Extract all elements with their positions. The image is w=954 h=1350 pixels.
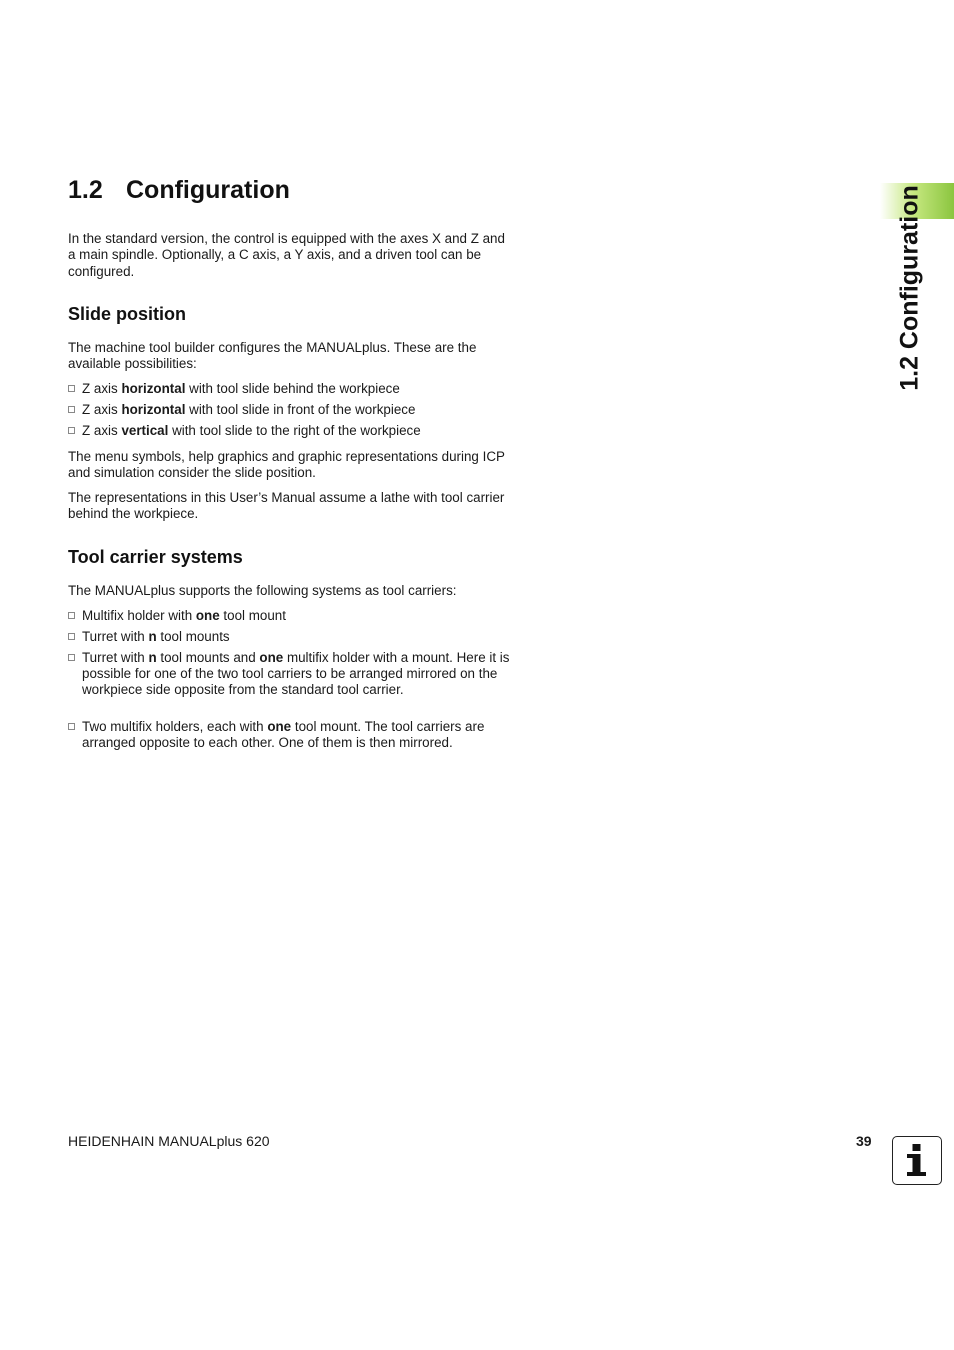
list-item: Z axis vertical with tool slide to the right of the workpiece (68, 423, 514, 439)
bullet-square-icon (68, 633, 75, 640)
section-title: Configuration (126, 176, 290, 204)
slide-position-paragraph-2: The representations in this User’s Manual assume a lathe with tool carrier behind the workpiece. (68, 490, 505, 522)
slide-position-paragraph-1: The menu symbols, help graphics and graphic representations during ICP and simulation consider the slide position. (68, 449, 505, 481)
slide-position-intro: The machine tool builder configures the MANUALplus. These are the available possibilities: (68, 340, 477, 372)
bullet-square-icon (68, 654, 75, 661)
list-item: Z axis horizontal with tool slide in front of the workpiece (68, 402, 514, 418)
bullet-square-icon (68, 723, 75, 730)
bullet-square-icon (68, 612, 75, 619)
list-item: Two multifix holders, each with one tool mount. The tool carriers are arranged opposite to each other. One of them is then mirrored. (68, 719, 514, 751)
info-icon (892, 1136, 942, 1185)
section-heading (68, 176, 290, 205)
tool-carrier-heading: Tool carrier systems (68, 547, 243, 567)
section-number: 1.2 (68, 176, 103, 204)
page-number: 39 (856, 1133, 872, 1149)
list-item: Multifix holder with one tool mount (68, 608, 514, 624)
list-item: Z axis horizontal with tool slide behind the workpiece (68, 381, 514, 397)
tool-carrier-intro: The MANUALplus supports the following systems as tool carriers: (68, 583, 457, 598)
footer-title: HEIDENHAIN MANUALplus 620 (68, 1133, 270, 1149)
list-item: Turret with n tool mounts (68, 629, 514, 645)
bullet-square-icon (68, 406, 75, 413)
info-icon-glyph (893, 1137, 940, 1183)
bullet-square-icon (68, 427, 75, 434)
intro-paragraph: In the standard version, the control is equipped with the axes X and Z and a main spindle. Optionally, a C axis, a Y axis, and a driven tool can be configured. (68, 231, 505, 279)
chapter-tab-label: 1.2 Configuration (895, 185, 924, 391)
list-item: Turret with n tool mounts and one multifix holder with a mount. Here it is possible for one of the two tool carriers to be arranged mirrored on the workpiece side opposite from the standard tool carrier. (68, 650, 514, 699)
bullet-square-icon (68, 385, 75, 392)
slide-position-heading: Slide position (68, 304, 187, 324)
